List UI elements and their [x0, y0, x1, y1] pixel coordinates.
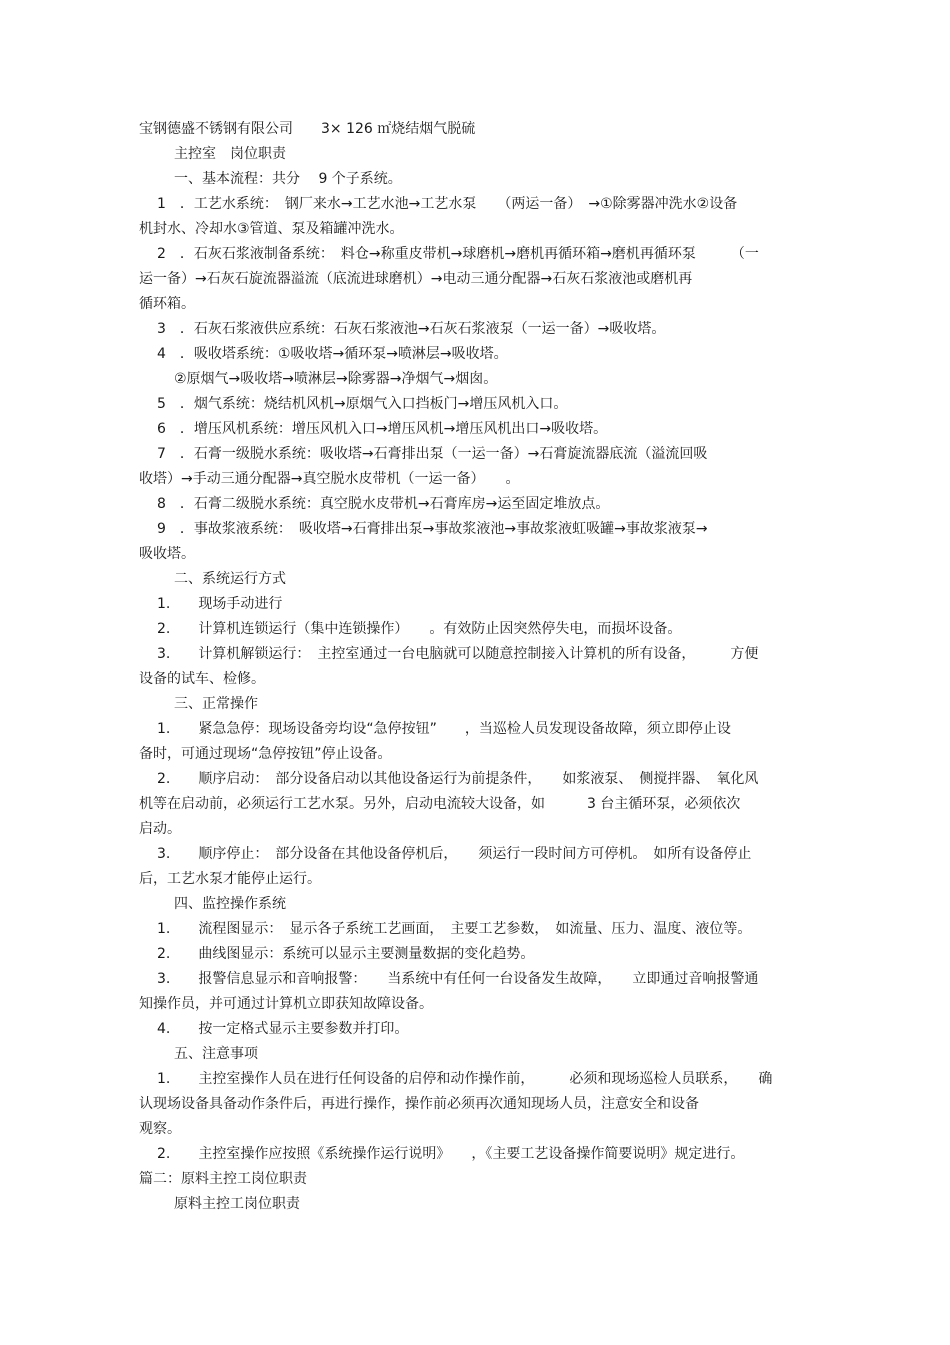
item-3: 3 ．石灰石浆液供应系统：石灰石浆液池→石灰石浆液泵（一运一备）→吸收塔。 — [157, 321, 666, 337]
section-4-item-1: 1. 流程图显示： 显示各子系统工艺画面， 主要工艺参数， 如流量、压力、温度、液位等。 — [157, 921, 752, 937]
doc-header: 宝钢德盛不锈钢有限公司 3× 126 ㎡烧结烟气脱硫 — [139, 121, 476, 137]
section-3-item-1-line-2: 备时，可通过现场“急停按钮”停止设备。 — [139, 746, 392, 762]
item-8: 8 ．石膏二级脱水系统：真空脱水皮带机→石膏库房→运至固定堆放点。 — [157, 496, 610, 512]
section-3-item-2-line-2: 机等在启动前，必须运行工艺水泵。另外，启动电流较大设备，如 3 台主循环泵，必须依次 — [139, 796, 741, 812]
section-5-item-1-line-3: 观察。 — [139, 1121, 181, 1137]
item-4-line-2: ②原烟气→吸收塔→喷淋层→除雾器→净烟气→烟囱。 — [174, 371, 498, 387]
section-3-item-1-line-1: 1. 紧急急停：现场设备旁均设“急停按钮” ，当巡检人员发现设备故障，须立即停止设 — [157, 721, 731, 737]
item-5: 5 ．烟气系统：烧结机风机→原烟气入口挡板门→增压风机入口。 — [157, 396, 568, 412]
item-1-line-1: 1 ．工艺水系统： 钢厂来水→工艺水池→工艺水泵 （两运一备） →①除雾器冲洗水②设备 — [157, 196, 738, 212]
section-2-item-1: 1. 现场手动进行 — [157, 596, 283, 612]
section-3-item-3-line-2: 后，工艺水泵才能停止运行。 — [139, 871, 321, 887]
section-5-item-2: 2. 主控室操作应按照《系统操作运行说明》 ，《主要工艺设备操作简要说明》规定进行。 — [157, 1146, 745, 1162]
item-6: 6 ．增压风机系统：增压风机入口→增压风机→增压风机出口→吸收塔。 — [157, 421, 608, 437]
section-3-item-2-line-1: 2. 顺序启动： 部分设备启动以其他设备运行为前提条件， 如浆液泵、 侧搅拌器、 氧化风 — [157, 771, 759, 787]
section-5-title: 五、注意事项 — [174, 1046, 258, 1062]
item-7-line-2: 收塔）→手动三通分配器→真空脱水皮带机（一运一备） 。 — [139, 471, 520, 487]
section-5-item-1-line-1: 1. 主控室操作人员在进行任何设备的启停和动作操作前， 必须和现场巡检人员联系， 确 — [157, 1071, 773, 1087]
section-1-title: 一、基本流程：共分 9 个子系统。 — [174, 171, 402, 187]
item-2-line-2: 运一备）→石灰石旋流器溢流（底流进球磨机）→电动三通分配器→石灰石浆液池或磨机再 — [139, 271, 693, 287]
section-5-item-1-line-2: 认现场设备具备动作条件后，再进行操作，操作前必须再次通知现场人员，注意安全和设备 — [139, 1096, 699, 1112]
section-3-title: 三、正常操作 — [174, 696, 258, 712]
section-2-title: 二、系统运行方式 — [174, 571, 286, 587]
item-9-line-2: 吸收塔。 — [139, 546, 195, 562]
doc-role-title: 主控室 岗位职责 — [174, 146, 286, 162]
section-3-item-3-line-1: 3. 顺序停止： 部分设备在其他设备停机后， 须运行一段时间方可停机。 如所有设备停止 — [157, 846, 752, 862]
section-2-item-3-line-2: 设备的试车、检修。 — [139, 671, 265, 687]
item-2-line-3: 循环箱。 — [139, 296, 195, 312]
section-2-item-3-line-1: 3. 计算机解锁运行： 主控室通过一台电脑就可以随意控制接入计算机的所有设备， 方便 — [157, 646, 759, 662]
section-4-title: 四、监控操作系统 — [174, 896, 286, 912]
section-4-item-4: 4. 按一定格式显示主要参数并打印。 — [157, 1021, 409, 1037]
part-2-heading: 篇二：原料主控工岗位职责 — [139, 1171, 307, 1187]
item-4-line-1: 4 ．吸收塔系统：①吸收塔→循环泵→喷淋层→吸收塔。 — [157, 346, 508, 362]
item-9-line-1: 9 ．事故浆液系统： 吸收塔→石膏排出泵→事故浆液池→事故浆液虹吸罐→事故浆液泵→ — [157, 521, 708, 537]
item-2-line-1: 2 ．石灰石浆液制备系统： 料仓→称重皮带机→球磨机→磨机再循环箱→磨机再循环泵 （一 — [157, 246, 759, 262]
section-4-item-2: 2. 曲线图显示：系统可以显示主要测量数据的变化趋势。 — [157, 946, 535, 962]
section-4-item-3-line-1: 3. 报警信息显示和音响报警： 当系统中有任何一台设备发生故障， 立即通过音响报警通 — [157, 971, 759, 987]
part-2-subtitle: 原料主控工岗位职责 — [174, 1196, 300, 1212]
section-3-item-2-line-3: 启动。 — [139, 821, 181, 837]
section-4-item-3-line-2: 知操作员，并可通过计算机立即获知故障设备。 — [139, 996, 433, 1012]
item-7-line-1: 7 ．石膏一级脱水系统：吸收塔→石膏排出泵（一运一备）→石膏旋流器底流（溢流回吸 — [157, 446, 708, 462]
item-1-line-2: 机封水、冷却水③管道、泵及箱罐冲洗水。 — [139, 221, 404, 237]
section-2-item-2: 2. 计算机连锁运行（集中连锁操作） 。有效防止因突然停失电，而损坏设备。 — [157, 621, 682, 637]
